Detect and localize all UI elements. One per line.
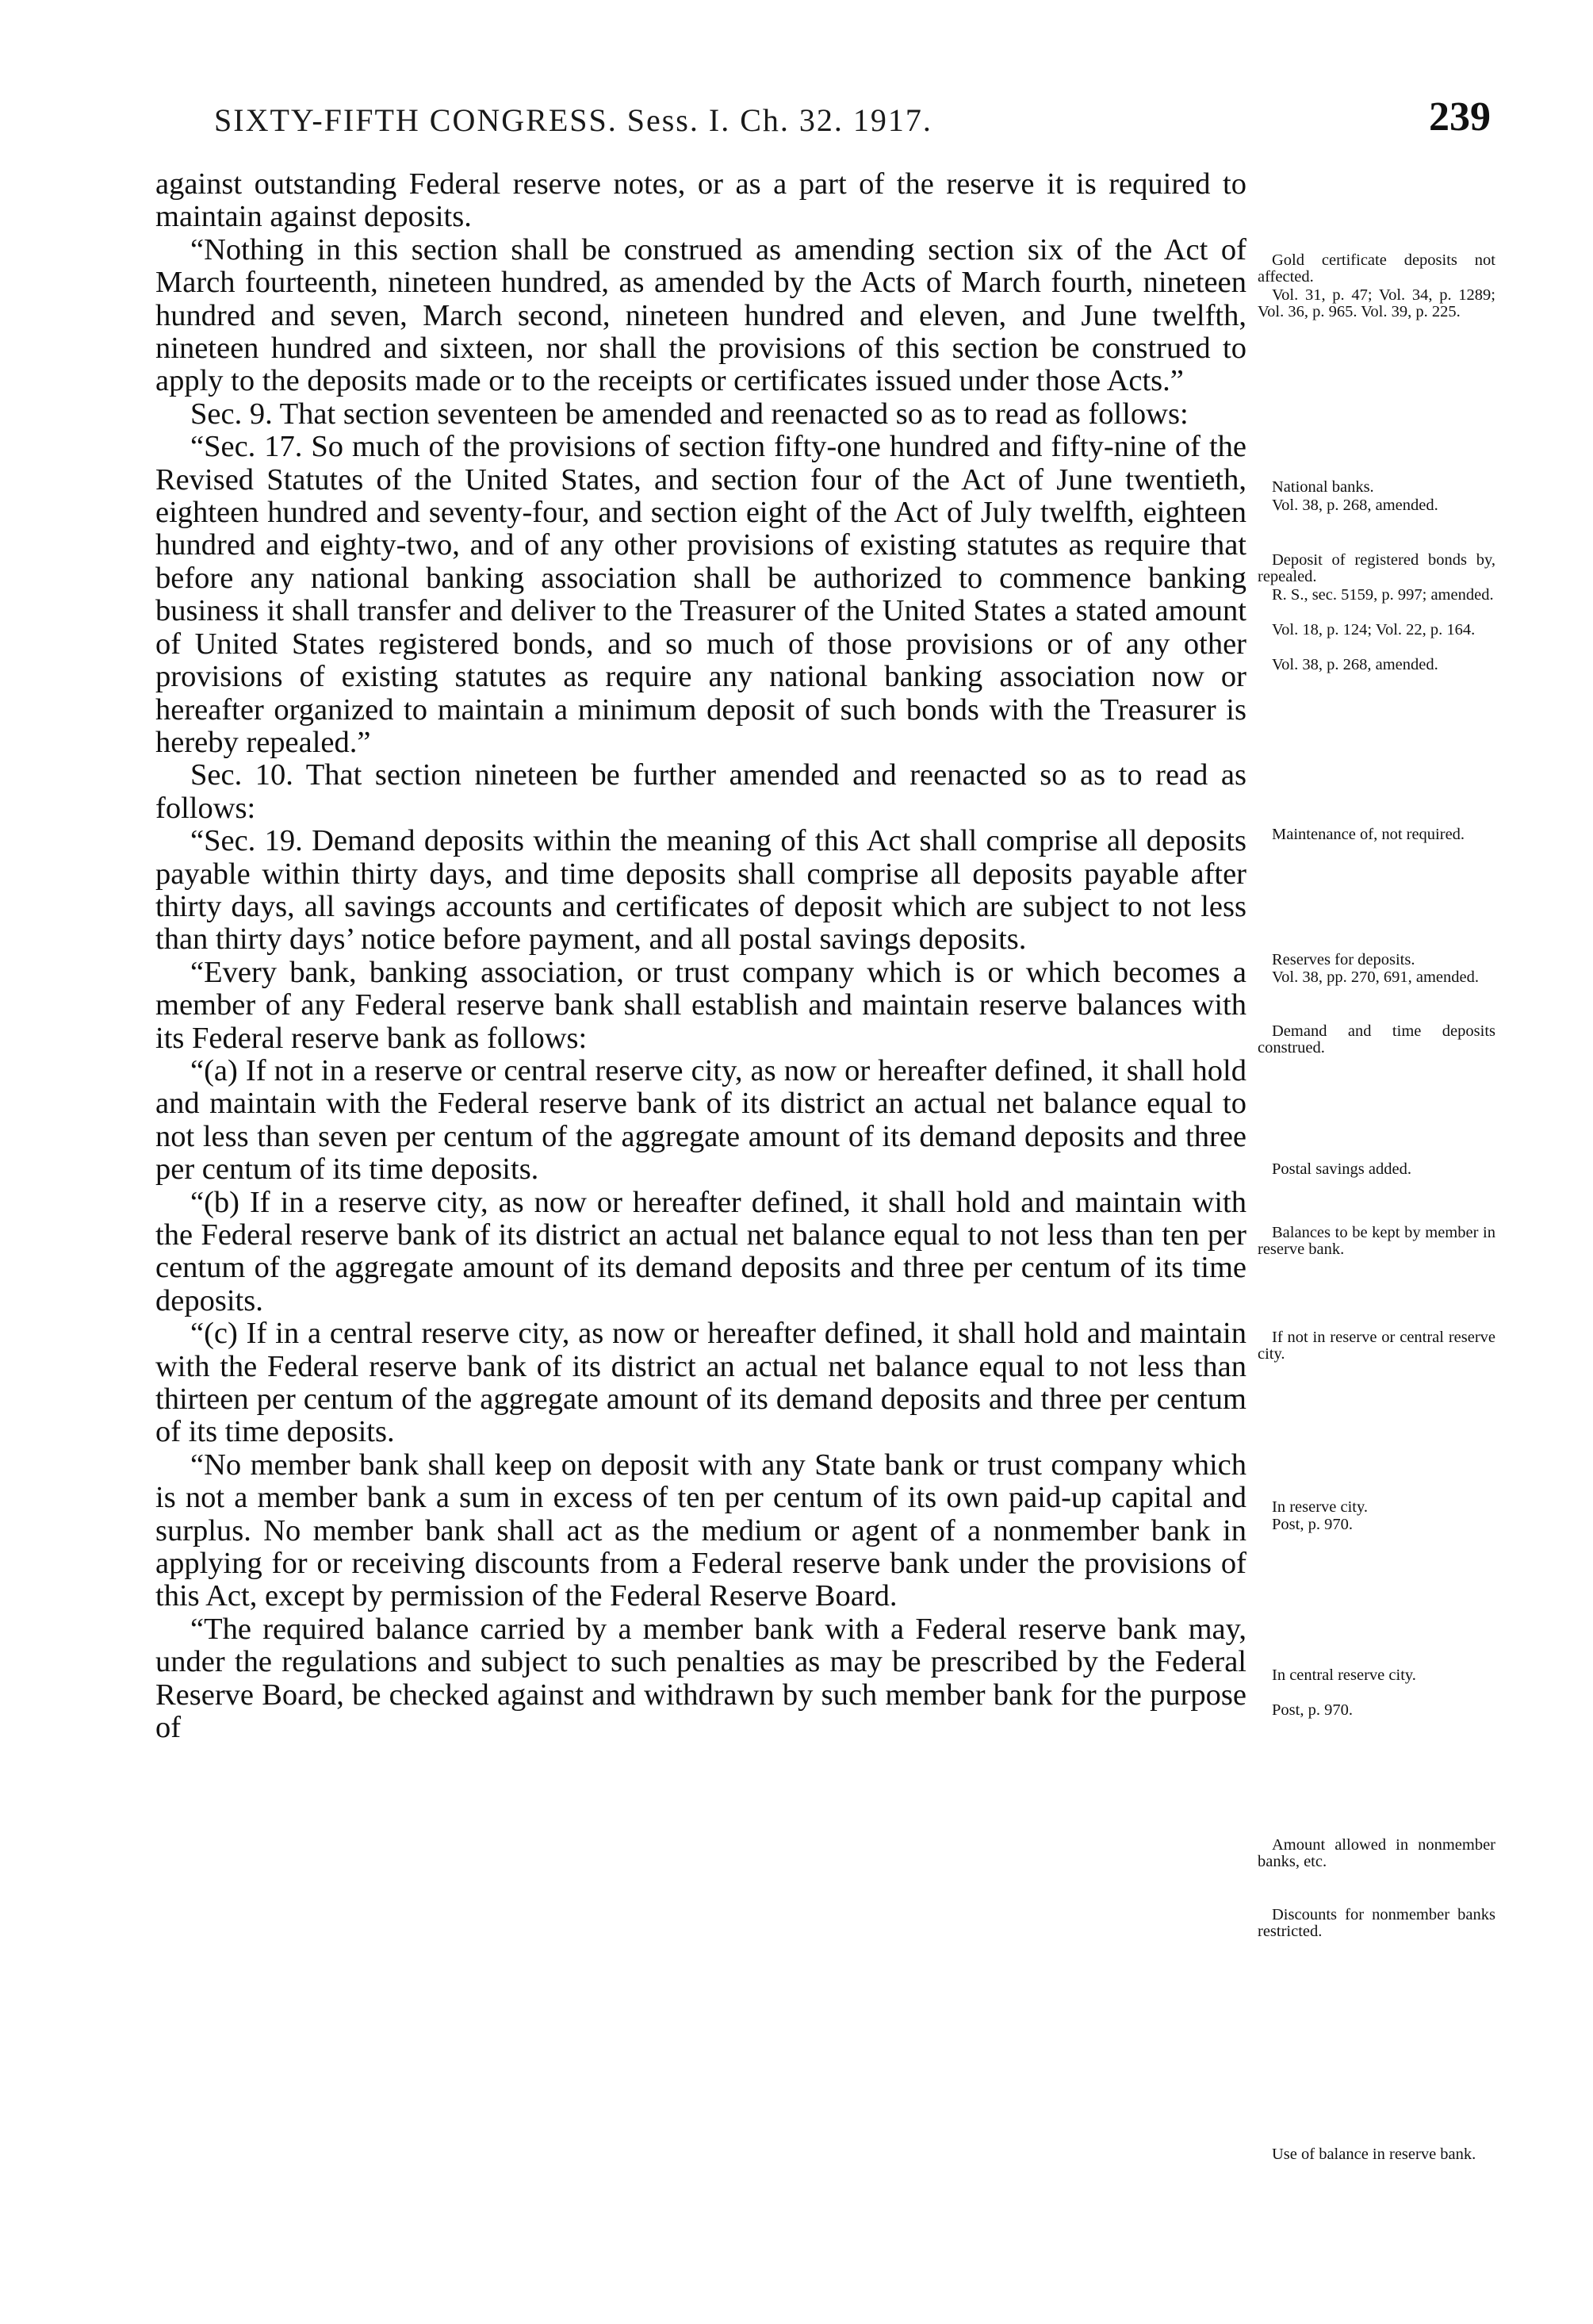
margin-note-citation: Post, p. 970.	[1272, 1516, 1353, 1533]
margin-note: Demand and time deposits construed.	[1258, 1022, 1495, 1057]
main-text-column	[155, 168, 1246, 1745]
margin-note: Gold certificate deposits not affected.	[1258, 251, 1495, 286]
margin-note: Deposit of registered bonds by, repealed.	[1258, 551, 1495, 585]
margin-note: Postal savings added.	[1272, 1160, 1411, 1178]
margin-note: Reserves for deposits.	[1272, 951, 1415, 968]
paragraph-clause-c: “(c) If in a central reserve city, as now or hereafter defined, it shall hold and maintain with the Federal reserve bank of its district an actual net balance equal to not less than thirteen per centum of the aggregate amount of its demand deposits and three per centum of its time deposits.	[155, 1317, 1246, 1449]
margin-note-citation: Post, p. 970.	[1272, 1701, 1353, 1719]
margin-note-citation: Vol. 18, p. 124; Vol. 22, p. 164.	[1272, 621, 1476, 639]
margin-note: Maintenance of, not required.	[1272, 826, 1465, 843]
margin-note: If not in reserve or central reserve city.	[1258, 1329, 1495, 1363]
margin-note: Use of balance in reserve bank.	[1272, 2146, 1476, 2163]
paragraph-sec-9: Sec. 9. That section seventeen be amended and reenacted so as to read as follows:	[190, 397, 1189, 431]
paragraph-sec-19: “Sec. 19. Demand deposits within the meaning of this Act shall comprise all deposits payable within thirty days, and time deposits shall comprise all deposits payable after thirty days, all savings accounts and certificates of deposit which are subject to not less than thirty days’ notice before payment, and all postal savings deposits.	[155, 824, 1246, 957]
paragraph-clause-b: “(b) If in a reserve city, as now or hereafter defined, it shall hold and maintain with the Federal reserve bank of its district an actual net balance equal to not less than ten per centum of the aggregate amount of its demand deposits and three per centum of its time deposits.	[155, 1185, 1246, 1317]
margin-note: In reserve city.	[1272, 1498, 1369, 1516]
margin-notes	[1258, 0, 1495, 2324]
margin-note: Discounts for nonmember banks restricted.	[1258, 1906, 1495, 1940]
paragraph-continuation: against outstanding Federal reserve notes, or as a part of the reserve it is required to maintain against deposits.	[155, 167, 1246, 234]
margin-note-citation: Vol. 38, p. 268, amended.	[1272, 656, 1438, 673]
running-head: SIXTY-FIFTH CONGRESS. Sess. I. Ch. 32. 1917.	[214, 102, 932, 138]
paragraph-gold-certificates: “Nothing in this section shall be construed as amending section six of the Act of March fourteenth, nineteen hundred, as amended by the Acts of March fourth, nineteen hundred and seven, March second, nineteen hundred and eleven, and June twelfth, nineteen hundred and sixteen, nor shall the provisions of this section be construed to apply to the deposits made or to the receipts or certificates issued under those Acts.”	[155, 232, 1246, 398]
paragraph-sec-10: Sec. 10. That section nineteen be further amended and reenacted so as to read as follows:	[155, 758, 1246, 825]
paragraph-reserve-balances: “Every bank, banking association, or trust company which is or which becomes a member of any Federal reserve bank shall establish and maintain reserve balances with its Federal reserve bank as follows:	[155, 955, 1246, 1055]
margin-note-citation: Vol. 31, p. 47; Vol. 34, p. 1289; Vol. 36, p. 965. Vol. 39, p. 225.	[1258, 286, 1495, 320]
page-number: 239	[1429, 94, 1491, 140]
paragraph-required-balance: “The required balance carried by a member bank with a Federal reserve bank may, under the regulations and subject to such penalties as may be prescribed by the Federal Reserve Board, be checked against and withdrawn by such member bank for the purpose of	[155, 1612, 1246, 1745]
margin-note-citation: Vol. 38, pp. 270, 691, amended.	[1272, 968, 1479, 986]
paragraph-nonmember-deposits: “No member bank shall keep on deposit with any State bank or trust company which is not a member bank a sum in excess of ten per centum of its own paid-up capital and surplus. No member bank shall act as the medium or agent of a nonmember bank in applying for or receiving discounts from a Federal reserve bank under the provisions of this Act, except by permission of the Federal Reserve Board.	[155, 1448, 1246, 1613]
margin-note-citation: Vol. 38, p. 268, amended.	[1272, 497, 1438, 514]
paragraph-clause-a: “(a) If not in a reserve or central reserve city, as now or hereafter defined, it shall hold and maintain with the Federal reserve bank of its district an actual net balance equal to not less than seven per centum of the aggregate amount of its demand deposits and three per centum of its time deposits.	[155, 1053, 1246, 1187]
paragraph-sec-17: “Sec. 17. So much of the provisions of section fifty-one hundred and fifty-nine of the Revised Statutes of the United States, and section four of the Act of June twentieth, eighteen hundred and seventy-four, and section eight of the Act of July twelfth, eighteen hundred and eighty-two, and of any other provisions of existing statutes as require that before any national banking association shall be authorized to commence banking business it shall transfer and deliver to the Treasurer of the United States a stated amount of United States registered bonds, and so much of those provisions or of any other provisions of existing statutes as require any national banking association now or hereafter organized to maintain a minimum deposit of such bonds with the Treasurer is hereby repealed.”	[155, 430, 1246, 759]
margin-note: National banks.	[1272, 478, 1374, 496]
margin-note: Balances to be kept by member in reserve bank.	[1258, 1224, 1495, 1258]
margin-note: Amount allowed in nonmember banks, etc.	[1258, 1836, 1495, 1870]
margin-note-citation: R. S., sec. 5159, p. 997; amended.	[1272, 586, 1494, 604]
margin-note: In central reserve city.	[1272, 1666, 1416, 1684]
